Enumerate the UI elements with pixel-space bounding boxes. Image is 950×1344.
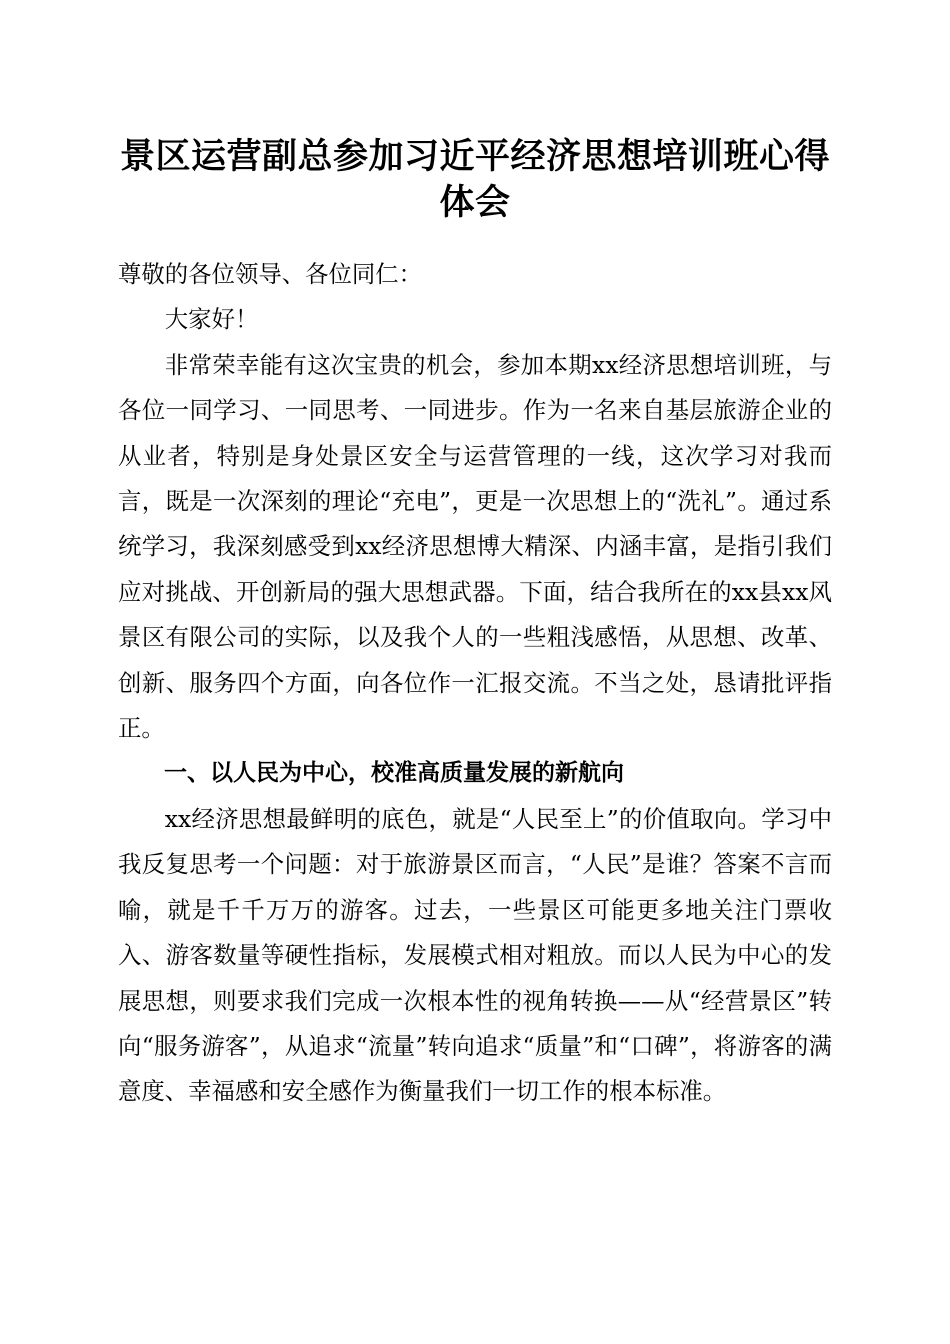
salutation: 尊敬的各位领导、各位同仁：	[118, 260, 423, 288]
greeting: 大家好！	[164, 305, 259, 334]
document-body	[118, 252, 832, 1115]
document-title: 景区运营副总参加习近平经济思想培训班心得体会	[119, 136, 830, 223]
section-1-paragraph: xx经济思想最鲜明的底色，就是“人民至上”的价值取向。学习中我反复思考一个问题：对于旅游景区而言，“人民”是谁？答案不言而喻，就是千千万万的游客。过去，一些景区可能更多地关注门票收入、游客数量等硬性指标，发展模式相对粗放。而以人民为中心的发展思想，则要求我们完成一次根本性的视角转换——从“经营景区”转向“服务游客”，从追求“流量”转向追求“质量”和“口碑”，将游客的满意度、幸福感和安全感作为衡量我们一切工作的根本标准。	[118, 804, 832, 1106]
intro-paragraph: 非常荣幸能有这次宝贵的机会，参加本期xx经济思想培训班，与各位一同学习、一同思考、一同进步。作为一名来自基层旅游企业的从业者，特别是身处景区安全与运营管理的一线，这次学习对我而言，既是一次深刻的理论“充电”，更是一次思想上的“洗礼”。通过系统学习，我深刻感受到xx经济思想博大精深、内涵丰富，是指引我们应对挑战、开创新局的强大思想武器。下面，结合我所在的xx县xx风景区有限公司的实际，以及我个人的一些粗浅感悟，从思想、改革、创新、服务四个方面，向各位作一汇报交流。不当之处，恳请批评指正。	[118, 350, 832, 743]
section-1-heading: 一、以人民为中心，校准高质量发展的新航向	[164, 760, 624, 787]
